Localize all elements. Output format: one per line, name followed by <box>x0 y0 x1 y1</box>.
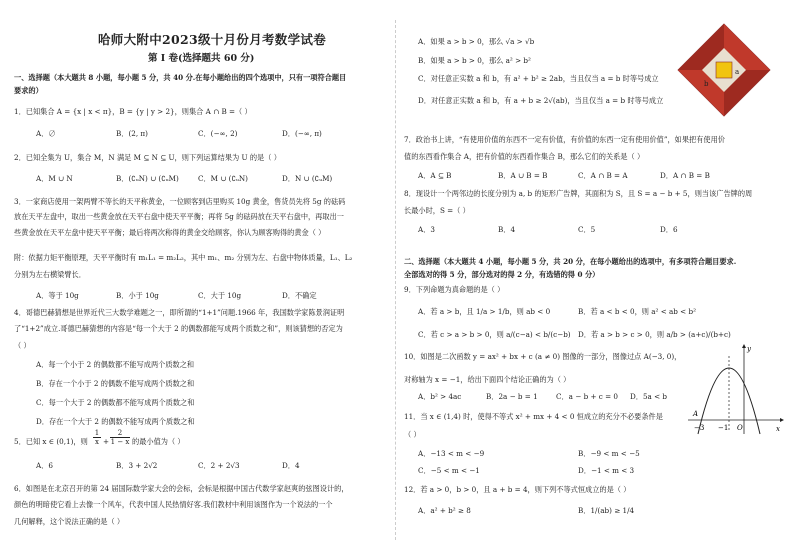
q1-option-c: C．(−∞, 2) <box>198 129 238 138</box>
q8-line-1: 8．现设计一个两邻边的长度分别为 a, b 的矩形广告牌，其面积为 S，且 S = a − b + 5，则当该广告牌的周 <box>404 189 753 198</box>
q3-option-b: B．小于 10g <box>116 291 159 300</box>
q10-option-c: C．a − b + c = 0 <box>556 392 618 401</box>
q9-option-b: B．若 a < b < 0，则 a² < ab < b² <box>578 307 696 316</box>
q6-line-3: 几何解释，这个说法正确的是（ ） <box>14 517 125 526</box>
section-one-header: 一、选择题（本大题共 8 小题，每小题 5 分，共 40 分.在每小题给出的四个选项中，只有一项符合题目 <box>14 73 347 82</box>
x-label: x <box>776 425 780 433</box>
q5-option-d: D．4 <box>282 461 300 470</box>
q9-stem: 9．下列命题为真命题的是（ ） <box>404 285 505 294</box>
q5-stem-pre: 5．已知 x ∈ (0,1)，则 <box>14 437 88 446</box>
q10-option-b: B．2a − b = 1 <box>486 392 538 401</box>
q5-option-c: C．2 + 2√3 <box>198 461 240 470</box>
q5-option-a: A．6 <box>36 461 53 470</box>
q4-option-b: B．存在一个小于 2 的偶数不能写成两个质数之和 <box>36 379 195 388</box>
q8-option-d: D．6 <box>660 225 678 234</box>
q2-stem: 2．已知全集为 U，集合 M，N 满足 M ⊆ N ⊆ U，则下列运算结果为 U 的是（ ） <box>14 153 281 162</box>
q11-option-d: D．−1 < m < 3 <box>578 466 635 475</box>
q9-option-a: A．若 a > b，且 1/a > 1/b，则 ab < 0 <box>418 307 551 316</box>
q11-option-b: B．−9 < m < −5 <box>578 449 640 458</box>
q8-option-c: C．5 <box>578 225 596 234</box>
part-one-title: 第 I 卷(选择题共 60 分) <box>148 53 255 64</box>
q6-option-c: C．对任意正实数 a 和 b，有 a² + b² ≥ 2ab，当且仅当 a = b 时等号成立 <box>418 74 659 83</box>
q2-option-d: D．N ∪ (∁ᵤM) <box>282 174 333 183</box>
q7-line-2: 值的东西看作集合 A，把有价值的东西看作集合 B，那么它们的关系是（ ） <box>404 152 645 161</box>
q4-line-1: 4．哥德巴赫猜想是世界近代三大数学难题之一，即所谓的“1+1”问题.1966 年，我国数学家陈景润证明 <box>14 308 345 317</box>
q6-option-b: B．如果 a > b > 0，那么 a² > b² <box>418 56 531 65</box>
q4-option-c: C．每一个大于 2 的偶数都不能写成两个质数之和 <box>36 398 195 407</box>
q8-option-b: B．4 <box>498 225 516 234</box>
tick-minus-1: −1 <box>718 424 729 432</box>
q10-line-2: 对称轴为 x = −1，给出下面四个结论正确的为（ ） <box>404 375 571 384</box>
q7-line-1: 7．政治书上讲，“有使用价值的东西不一定有价值，有价值的东西一定有使用价值”，如果把有使用价 <box>404 135 725 144</box>
q6-option-a: A．如果 a > b > 0，那么 √a > √b <box>418 37 535 46</box>
q3-line-5: 分别为左右横梁臂长． <box>14 270 86 279</box>
q1-option-b: B．(2, π) <box>116 129 148 138</box>
q3-option-d: D．不确定 <box>282 291 317 300</box>
q11-line-2: （ ） <box>404 430 421 439</box>
q5-fraction-1 <box>93 429 101 446</box>
exam-title: 哈师大附中2023级十月份月考数学试卷 <box>98 32 326 47</box>
q1-option-a: A．∅ <box>36 129 56 138</box>
q8-option-a: A．3 <box>418 225 435 234</box>
section-one-header-cont: 要求的） <box>14 86 43 95</box>
q5-frac2-numerator: 2 <box>117 429 123 437</box>
tick-minus-3: −3 <box>694 424 705 432</box>
q2-option-c: C．M ∪ (∁ᵤN) <box>198 174 248 183</box>
y-axis-arrow <box>742 344 746 348</box>
q6-line-2: 颜色的明暗使它看上去像一个风车，代表中国人民热情好客.我们教材中利用该图作为一个说法的一个 <box>14 500 333 509</box>
q10-option-d: D．5a < b <box>630 392 668 401</box>
q11-option-a: A．−13 < m < −9 <box>418 449 485 458</box>
q11-line-1: 11．当 x ∈ (1,4) 时，使得不等式 x² + mx + 4 < 0 恒成立的充分不必要条件是 <box>404 412 663 421</box>
q5-fraction-2 <box>110 429 130 446</box>
point-a-label: A <box>693 410 699 418</box>
q3-line-2: 放在天平左盘中，取出一些黄金放在天平右盘中使天平平衡；再将 5g 的砝码放在天平右盘中，再取出一 <box>14 212 344 221</box>
q3-line-4: 附：依据力矩平衡原理，天平平衡时有 m₁L₁ = m₂L₂，其中 m₁、m₂ 分别为左、右盘中物体质量，L₁、L₂ <box>14 253 353 262</box>
q1-option-d: D．(−∞, π) <box>282 129 322 138</box>
parabola-graph <box>684 342 784 436</box>
y-label: y <box>747 345 751 353</box>
q11-option-c: C．−5 < m < −1 <box>418 466 480 475</box>
q2-option-b: B．(∁ᵤN) ∪ (∁ᵤM) <box>116 174 179 183</box>
q6-option-d: D．对任意正实数 a 和 b，有 a + b ≥ 2√(ab)，当且仅当 a = b 时等号成立 <box>418 96 664 105</box>
q7-option-b: B．A ∪ B = B <box>498 171 548 180</box>
q8-line-2: 长最小时，S =（ ） <box>404 206 470 215</box>
x-axis-arrow <box>780 418 784 422</box>
q12-option-a: A．a² + b² ≥ 8 <box>418 506 471 515</box>
inner-square <box>716 62 732 78</box>
section-two-header: 二、选择题（本大题共 4 小题，每小题 5 分，共 20 分，在每小题给出的选项中，有多项符合题目要求. <box>404 257 737 266</box>
q10-option-a: A．b² > 4ac <box>418 392 462 401</box>
q5-frac1-denominator: x <box>93 437 101 446</box>
q4-option-a: A．每一个小于 2 的偶数都不能写成两个质数之和 <box>36 360 195 369</box>
q3-option-a: A．等于 10g <box>36 291 79 300</box>
q9-option-c: C．若 c > a > b > 0，则 a/(c−a) < b/(c−b) <box>418 330 571 339</box>
q7-option-d: D．A ∩ B = B <box>660 171 710 180</box>
q3-line-3: 些黄金放在天平左盘中使天平平衡；最后将两次称得的黄金交给顾客，你认为顾客购得的黄金（ ） <box>14 228 326 237</box>
column-divider <box>395 20 396 540</box>
q4-line-3: （ ） <box>14 341 31 350</box>
q6-line-1: 6．如图是在北京召开的第 24 届国际数学家大会的会标，会标是根据中国古代数学家赵爽的弦图设计的， <box>14 484 349 493</box>
section-two-header-cont: 全部选对的得 5 分，部分选对的得 2 分，有选错的得 0 分） <box>404 270 600 279</box>
label-b: b <box>704 80 709 88</box>
q3-option-c: C．大于 10g <box>198 291 242 300</box>
q12-stem: 12．若 a > 0，b > 0，且 a + b = 4，则下列不等式恒成立的是（ ） <box>404 485 631 494</box>
pinwheel-figure <box>674 20 774 124</box>
q4-option-d: D．存在一个大于 2 的偶数不能写成两个质数之和 <box>36 417 195 426</box>
q2-option-a: A．M ∪ N <box>36 174 73 183</box>
q12-option-b: B．1/(ab) ≥ 1/4 <box>578 506 635 515</box>
q4-line-2: 了“1+2”成立.哥德巴赫猜想的内容是“每一个大于 2 的偶数都能写成两个质数之和”，则该猜想的否定为 <box>14 324 343 333</box>
q5-stem-post: 的最小值为（ ） <box>132 437 185 446</box>
q9-option-d: D．若 a > b > c > 0，则 a/b > (a+c)/(b+c) <box>578 330 731 339</box>
q10-line-1: 10．如图是二次函数 y = ax² + bx + c (a ≠ 0) 图像的一部分，图像过点 A(−3, 0)， <box>404 352 682 361</box>
q5-frac1-numerator: 1 <box>94 429 100 437</box>
q3-line-1: 3．一家商店使用一架两臂不等长的天平称黄金，一位顾客到店里购买 10g 黄金，售货员先将 5g 的砝码 <box>14 197 346 206</box>
q7-option-c: C．A ∩ B = A <box>578 171 628 180</box>
q1-stem: 1．已知集合 A = {x | x < π}，B = {y | y > 2}，则集合 A ∩ B =（ ） <box>14 107 252 116</box>
q5-frac2-denominator: 1 − x <box>110 438 130 446</box>
q7-option-a: A．A ⊆ B <box>418 171 452 180</box>
origin-label: O <box>737 424 743 432</box>
q5-option-b: B．3 + 2√2 <box>116 461 158 470</box>
q5-plus: + <box>103 437 110 446</box>
label-a: a <box>735 68 740 76</box>
